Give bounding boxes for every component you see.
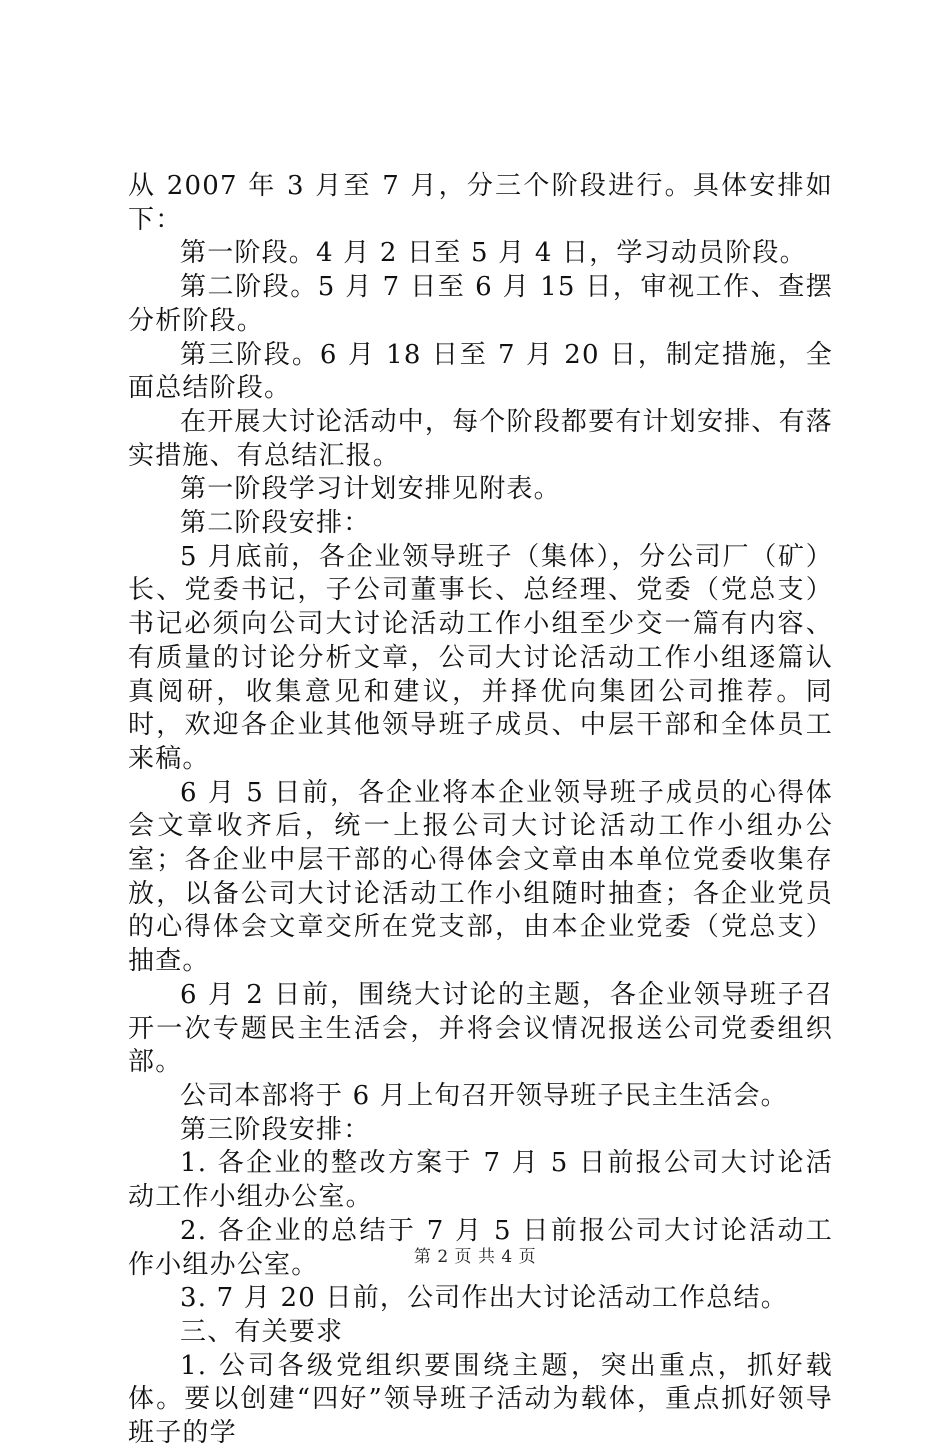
paragraph: 第三阶段安排： <box>180 1114 371 1145</box>
paragraph: 1. 各企业的整改方案于 7 月 5 日前报公司大讨论活动工作小组办公室。 <box>128 1148 833 1213</box>
paragraph: 第一阶段学习计划安排见附表。 <box>180 474 561 505</box>
paragraph: 3. 7 月 20 日前，公司作出大讨论活动工作总结。 <box>180 1283 788 1314</box>
page-footer: 第 2 页 共 4 页 <box>413 1247 537 1267</box>
paragraph: 从 2007 年 3 月至 7 月，分三个阶段进行。具体安排如下： <box>128 171 833 235</box>
paragraph: 6 月 2 日前，围绕大讨论的主题，各企业领导班子召开一次专题民主生活会，并将会议情况报送公司党委组织部。 <box>128 979 833 1078</box>
paragraph: 1. 公司各级党组织要围绕主题，突出重点，抓好载体。要以创建“四好”领导班子活动为载体，重点抓好领导班子的学 <box>128 1350 833 1449</box>
paragraph: 第二阶段安排： <box>180 508 371 539</box>
paragraph: 公司本部将于 6 月上旬召开领导班子民主生活会。 <box>180 1080 788 1111</box>
paragraph: 第二阶段。5 月 7 日至 6 月 15 日，审视工作、查摆分析阶段。 <box>128 272 833 336</box>
paragraph: 6 月 5 日前，各企业将本企业领导班子成员的心得体会文章收齐后，统一上报公司大讨论活动工作小组办公室；各企业中层干部的心得体会文章由本单位党委收集存放，以备公司大讨论活动工作小组随时抽查；各企业党员的心得体会文章交所在党支部，由本企业党委（党总支）抽查。 <box>128 777 833 977</box>
paragraph: 在开展大讨论活动中，每个阶段都要有计划安排、有落实措施、有总结汇报。 <box>128 406 833 471</box>
paragraph: 三、有关要求 <box>180 1316 344 1347</box>
paragraph: 第一阶段。4 月 2 日至 5 月 4 日，学习动员阶段。 <box>180 238 807 269</box>
paragraph: 2. 各企业的总结于 7 月 5 日前报公司大讨论活动工作小组办公室。 <box>128 1215 833 1280</box>
paragraph: 第三阶段。6 月 18 日至 7 月 20 日，制定措施，全面总结阶段。 <box>128 339 833 404</box>
paragraph: 5 月底前，各企业领导班子（集体），分公司厂（矿）长、党委书记，子公司董事长、总经理、党委（党总支）书记必须向公司大讨论活动工作小组至少交一篇有内容、有质量的讨论分析文章，公司大讨论活动工作小组逐篇认真阅研，收集意见和建议，并择优向集团公司推荐。同时，欢迎各企业其他领导班子成员、中层干部和全体员工来稿。 <box>128 541 833 774</box>
